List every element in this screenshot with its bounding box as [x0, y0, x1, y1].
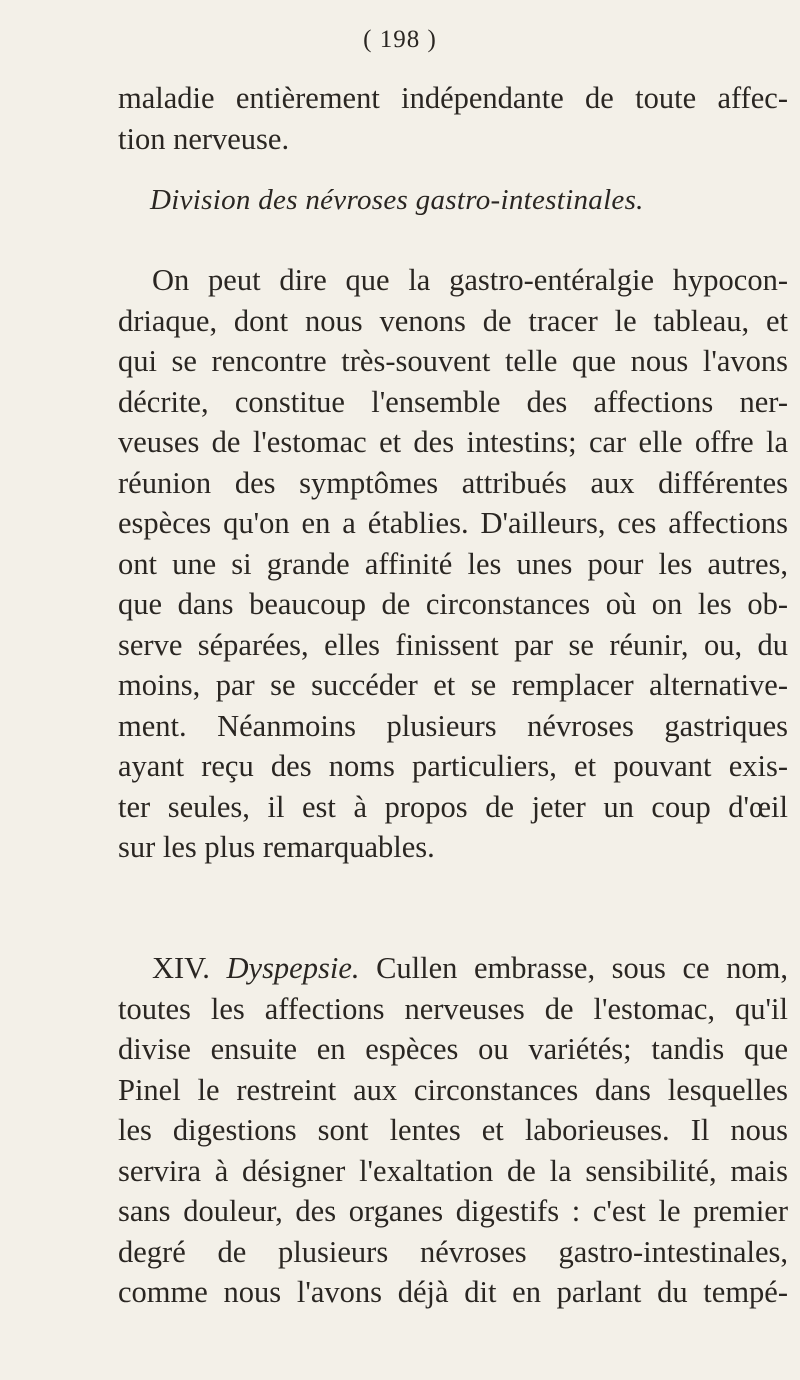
- text-line: ayant reçu des noms particuliers, et pouvant exis-: [118, 749, 788, 783]
- section-heading: Division des névroses gastro-intestinales.: [150, 184, 644, 216]
- text-line: toutes les affections nerveuses de l'estomac, qu'il: [118, 991, 788, 1026]
- text-line: réunion des symptômes attribués aux différentes: [118, 465, 788, 500]
- text-line: ont une si grande affinité les unes pour les autres,: [118, 546, 788, 581]
- text-line: maladie entièrement indépendante de toute affec-: [118, 81, 788, 115]
- paragraph-division: [118, 260, 788, 868]
- text-line: serve séparées, elles finissent par se réunir, ou, du: [118, 627, 788, 662]
- text-line: divise ensuite en espèces ou variétés; tandis que: [118, 1032, 788, 1066]
- text-line: les digestions sont lentes et laborieuses. Il nous: [118, 1113, 788, 1147]
- text-line: [118, 948, 788, 989]
- text-line: sur les plus remarquables.: [118, 830, 435, 864]
- text-line: Pinel le restreint aux circonstances dans lesquelles: [118, 1072, 788, 1107]
- text-line: moins, par se succéder et se remplacer alternative-: [118, 668, 788, 702]
- text-line: que dans beaucoup de circonstances où on les ob-: [118, 587, 788, 621]
- text-line: ment. Néanmoins plusieurs névroses gastriques: [118, 708, 788, 743]
- text-line: driaque, dont nous venons de tracer le tableau, et: [118, 303, 788, 338]
- text-line: sans douleur, des organes digestifs : c'est le premier: [118, 1194, 788, 1228]
- text-line: comme nous l'avons déjà dit en parlant du tempé-: [118, 1275, 788, 1309]
- text-line: degré de plusieurs névroses gastro-intestinales,: [118, 1234, 788, 1269]
- text-line: tion nerveuse.: [118, 121, 290, 156]
- section-numeral: XIV.: [152, 951, 210, 985]
- paragraph-dyspepsie: [118, 948, 788, 1313]
- text-line: servira à désigner l'exaltation de la sensibilité, mais: [118, 1153, 788, 1188]
- text-line: veuses de l'estomac et des intestins; car elle offre la: [118, 425, 788, 459]
- text-line: ter seules, il est à propos de jeter un coup d'œil: [118, 789, 788, 824]
- text-line: On peut dire que la gastro-entéralgie hypocon-: [152, 263, 788, 297]
- page-number: ( 198 ): [363, 26, 437, 53]
- line-rest: Cullen embrasse, sous ce nom,: [376, 951, 789, 985]
- intro-paragraph: [118, 78, 788, 159]
- text-line: qui se rencontre très-souvent telle que nous l'avons: [118, 344, 788, 378]
- text-line: décrite, constitue l'ensemble des affections ner-: [118, 384, 788, 419]
- term-dyspepsie: Dyspepsie.: [226, 951, 360, 985]
- text-line: espèces qu'on en a établies. D'ailleurs, ces affections: [118, 506, 788, 540]
